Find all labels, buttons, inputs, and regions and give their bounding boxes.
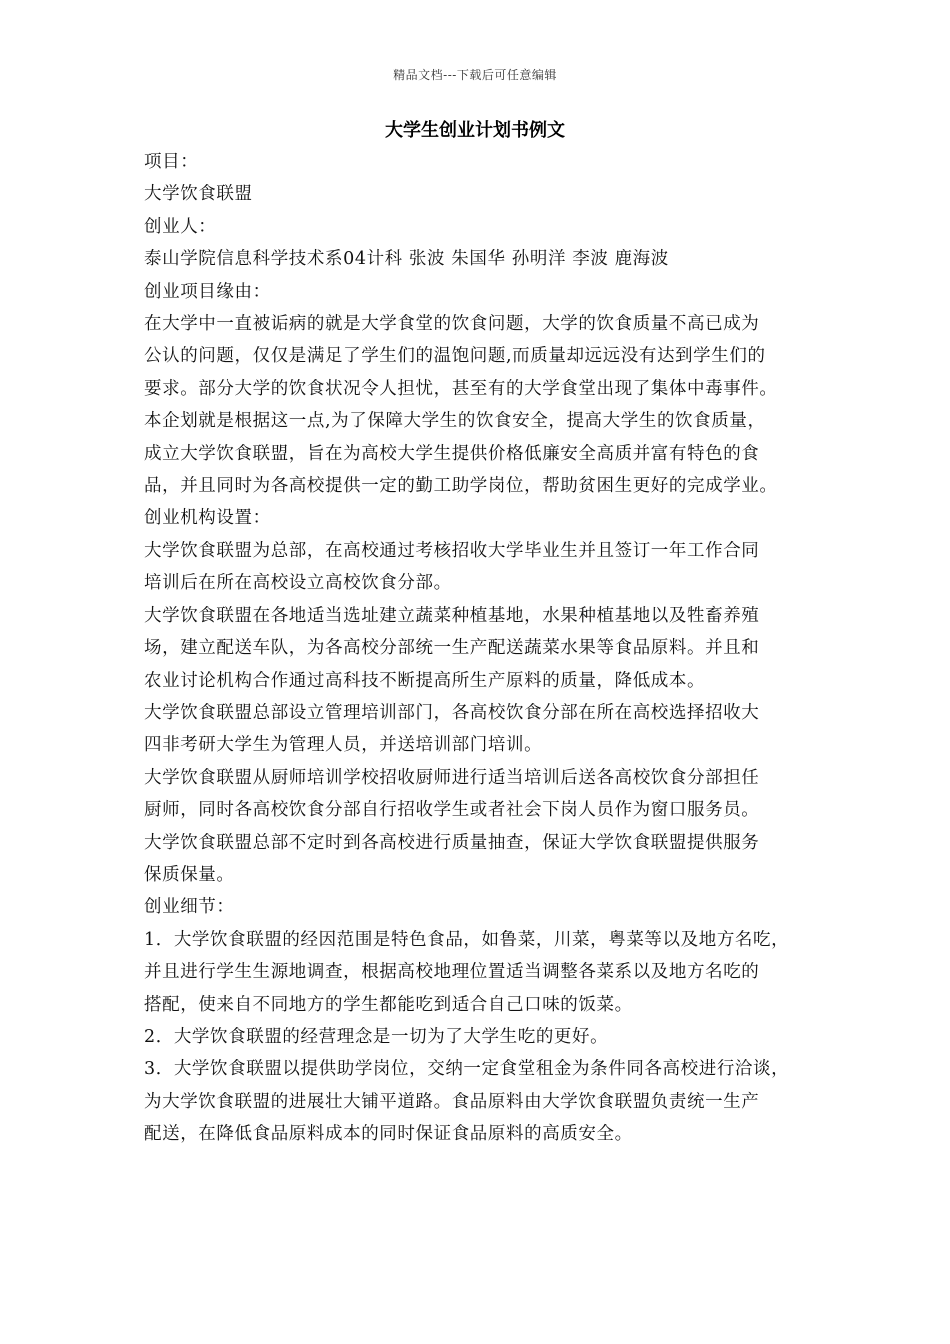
body-line: 为大学饮食联盟的进展壮大铺平道路。食品原料由大学饮食联盟负责统一生产	[144, 1091, 760, 1112]
body-line: 成立大学饮食联盟，旨在为高校大学生提供价格低廉安全高质并富有特色的食	[144, 443, 760, 464]
body-line: 项目：	[144, 152, 199, 172]
body-line: 大学饮食联盟	[144, 184, 253, 205]
body-line: 创业机构设置：	[144, 508, 271, 529]
document-body	[144, 146, 814, 1151]
body-line: 培训后在所在高校设立高校饮食分部。	[144, 573, 452, 594]
body-line: 3．大学饮食联盟以提供助学岗位，交纳一定食堂租金为条件同各高校进行洽谈，	[144, 1059, 790, 1080]
body-line: 大学饮食联盟为总部，在高校通过考核招收大学毕业生并且签订一年工作合同	[144, 540, 760, 561]
body-line: 并且进行学生生源地调查，根据高校地理位置适当调整各菜系以及地方名吃的	[144, 962, 760, 983]
body-line: 2．大学饮食联盟的经营理念是一切为了大学生吃的更好。	[144, 1026, 609, 1047]
page-header: 精品文档---下载后可任意编辑	[393, 68, 557, 82]
body-line: 创业人：	[144, 216, 217, 237]
body-line: 品，并且同时为各高校提供一定的勤工助学岗位，帮助贫困生更好的完成学业。	[144, 476, 778, 497]
body-line: 场，建立配送车队，为各高校分部统一生产配送蔬菜水果等食品原料。并且和	[144, 638, 760, 659]
body-line: 四非考研大学生为管理人员，并送培训部门培训。	[144, 735, 543, 756]
body-line: 大学饮食联盟从厨师培训学校招收厨师进行适当培训后送各高校饮食分部担任	[144, 767, 760, 788]
body-line: 农业讨论机构合作通过高科技不断提高所生产原料的质量，降低成本。	[144, 670, 706, 691]
body-line: 大学饮食联盟在各地适当选址建立蔬菜种植基地，水果种植基地以及牲畜养殖	[144, 605, 760, 626]
body-line: 在大学中一直被诟病的就是大学食堂的饮食问题，大学的饮食质量不高已成为	[144, 314, 760, 335]
body-line: 公认的问题，仅仅是满足了学生们的温饱问题,而质量却远远没有达到学生们的	[144, 346, 766, 367]
body-line: 保质保量。	[144, 864, 235, 885]
body-line: 1．大学饮食联盟的经因范围是特色食品，如鲁菜，川菜，粤菜等以及地方名吃，	[144, 929, 790, 950]
body-line: 搭配，使来自不同地方的学生都能吃到适合自己口味的饭菜。	[144, 994, 633, 1015]
body-line: 要求。部分大学的饮食状况令人担忧，甚至有的大学食堂出现了集体中毒事件。	[144, 378, 778, 399]
body-line: 大学饮食联盟总部设立管理培训部门，各高校饮食分部在所在高校选择招收大	[144, 702, 760, 723]
body-line: 本企划就是根据这一点,为了保障大学生的饮食安全，提高大学生的饮食质量，	[144, 411, 766, 432]
body-line: 创业细节：	[144, 897, 235, 918]
document-title: 大学生创业计划书例文	[385, 120, 565, 141]
body-line: 泰山学院信息科学技术系04计科 张波 朱国华 孙明洋 李波 鹿海波	[144, 249, 669, 270]
body-line: 大学饮食联盟总部不定时到各高校进行质量抽查，保证大学饮食联盟提供服务	[144, 832, 760, 853]
body-line: 厨师，同时各高校饮食分部自行招收学生或者社会下岗人员作为窗口服务员。	[144, 800, 760, 821]
body-line: 配送，在降低食品原料成本的同时保证食品原料的高质安全。	[144, 1124, 633, 1145]
body-line: 创业项目缘由：	[144, 281, 271, 302]
